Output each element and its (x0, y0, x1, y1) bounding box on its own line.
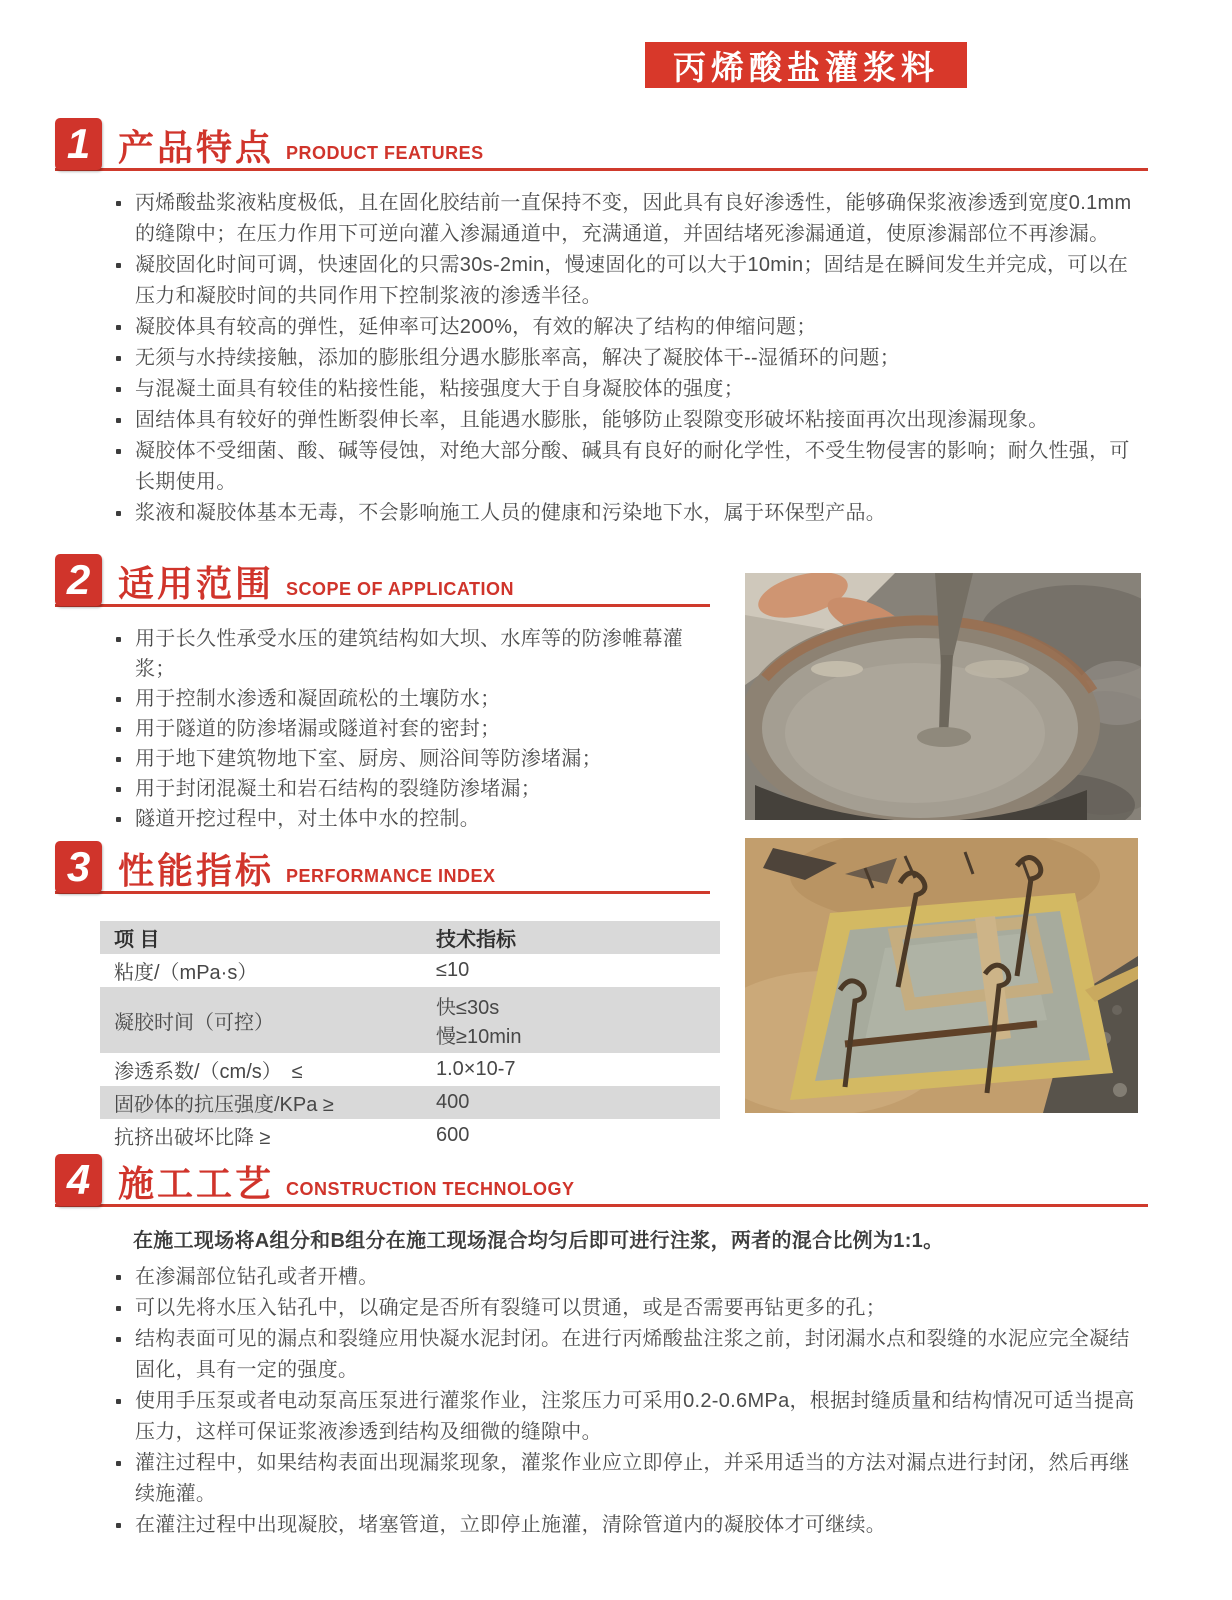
list-item: 在灌注过程中出现凝胶，堵塞管道，立即停止施灌，清除管道内的凝胶体才可继续。 (112, 1510, 1148, 1541)
table-cell-value: 1.0×10-7 (436, 1058, 516, 1080)
table-cell-item: 抗挤出破坏比降 ≥ (114, 1127, 271, 1149)
list-item: 浆液和凝胶体基本无毒，不会影响施工人员的健康和污染地下水，属于环保型产品。 (112, 498, 1148, 529)
list-item: 凝胶体具有较高的弹性，延伸率可达200%，有效的解决了结构的伸缩问题； (112, 312, 1148, 343)
section-subtitle: PRODUCT FEATURES (286, 143, 484, 163)
list-item: 凝胶体不受细菌、酸、碱等侵蚀，对绝大部分酸、碱具有良好的耐化学性，不受生物侵害的影响；耐久性强，可长期使用。 (112, 436, 1148, 498)
section-title: 施工工艺 (118, 1163, 275, 1204)
list-item: 用于地下建筑物地下室、厨房、厕浴间等防渗堵漏； (112, 744, 710, 774)
table-row (100, 954, 720, 987)
list-item: 用于隧道的防渗堵漏或隧道衬套的密封； (112, 714, 710, 744)
list-item: 用于封闭混凝土和岩石结构的裂缝防渗堵漏； (112, 774, 710, 804)
table-header-row (100, 921, 720, 954)
table-cell-value (422, 987, 720, 1053)
list-item: 灌注过程中，如果结构表面出现漏浆现象，灌浆作业应立即停止，并采用适当的方法对漏点进行封闭，然后再继续施灌。 (112, 1448, 1148, 1510)
table-cell-item: 渗透系数/（cm/s） ≤ (114, 1061, 303, 1083)
list-item: 无须与水持续接触，添加的膨胀组分遇水膨胀率高，解决了凝胶体干--湿循环的问题； (112, 343, 1148, 374)
table-cell-item: 粘度/（mPa·s） (114, 962, 258, 984)
section-title: 适用范围 (118, 563, 275, 604)
section-performance (55, 841, 710, 1152)
section-number-badge: 4 (55, 1154, 102, 1206)
section-header-scope (55, 554, 710, 607)
section-subtitle: CONSTRUCTION TECHNOLOGY (286, 1179, 575, 1199)
list-item: 在渗漏部位钻孔或者开槽。 (112, 1262, 1148, 1293)
table-cell-item: 凝胶时间（可控） (114, 1011, 274, 1034)
section-construction (55, 1154, 1148, 1541)
section-subtitle: PERFORMANCE INDEX (286, 866, 496, 886)
table-cell-value: 400 (436, 1091, 470, 1113)
list-item: 与混凝土面具有较佳的粘接性能，粘接强度大于自身凝胶体的强度； (112, 374, 1148, 405)
gel-time-fast: 快≤30s (436, 997, 500, 1019)
gel-time-slow: 慢≥10min (436, 1026, 522, 1048)
section-scope (55, 554, 710, 834)
list-item: 隧道开挖过程中，对土体中水的控制。 (112, 804, 710, 834)
section-product-features (55, 118, 1148, 529)
list-item: 凝胶固化时间可调，快速固化的只需30s-2min，慢速固化的可以大于10min；固结是在瞬间发生并完成，可以在压力和凝胶时间的共同作用下控制浆液的渗透半径。 (112, 250, 1148, 312)
mixing-ratio-intro: 在施工现场将A组分和B组分在施工现场混合均匀后即可进行注浆，两者的混合比例为1:1。 (133, 1230, 944, 1252)
formwork-grouting-photo (745, 838, 1138, 1113)
section-number-badge: 1 (55, 118, 102, 170)
section-number-badge: 3 (55, 841, 102, 893)
product-title-banner: 丙烯酸盐灌浆料 (645, 42, 967, 88)
features-list (112, 188, 1148, 529)
list-item: 用于控制水渗透和凝固疏松的土壤防水； (112, 684, 710, 714)
table-cell-value: ≤10 (436, 959, 470, 981)
table-cell-value: 600 (436, 1124, 470, 1146)
scope-list (112, 624, 710, 834)
list-item: 结构表面可见的漏点和裂缝应用快凝水泥封闭。在进行丙烯酸盐注浆之前，封闭漏水点和裂缝的水泥应完全凝结固化，具有一定的强度。 (112, 1324, 1148, 1386)
section-title: 性能指标 (118, 850, 275, 891)
section-header-performance (55, 841, 710, 894)
list-item: 使用手压泵或者电动泵高压泵进行灌浆作业，注浆压力可采用0.2-0.6MPa，根据封缝质量和结构情况可适当提高压力，这样可保证浆液渗透到结构及细微的缝隙中。 (112, 1386, 1148, 1448)
grout-mixing-photo (745, 573, 1141, 820)
table-row (100, 1119, 720, 1152)
construction-steps-list (112, 1262, 1148, 1541)
list-item: 丙烯酸盐浆液粘度极低，且在固化胶结前一直保持不变，因此具有良好渗透性，能够确保浆液渗透到宽度0.1mm的缝隙中；在压力作用下可逆向灌入渗漏通道中，充满通道，并固结堵死渗漏通道，使原渗漏部位不再渗漏。 (112, 188, 1148, 250)
section-header-features (55, 118, 1148, 171)
list-item: 固结体具有较好的弹性断裂伸长率，且能遇水膨胀，能够防止裂隙变形破坏粘接面再次出现渗漏现象。 (112, 405, 1148, 436)
section-number-badge: 2 (55, 554, 102, 606)
table-row (100, 1086, 720, 1119)
column-header-spec: 技术指标 (436, 929, 516, 951)
table-row (100, 987, 720, 1053)
column-header-item: 项 目 (114, 929, 160, 951)
section-subtitle: SCOPE OF APPLICATION (286, 579, 515, 599)
table-cell-item: 固砂体的抗压强度/KPa ≥ (114, 1094, 334, 1116)
table-row (100, 1053, 720, 1086)
section-header-construction (55, 1154, 1148, 1207)
section-title: 产品特点 (118, 127, 275, 168)
list-item: 可以先将水压入钻孔中，以确定是否所有裂缝可以贯通，或是否需要再钻更多的孔； (112, 1293, 1148, 1324)
list-item: 用于长久性承受水压的建筑结构如大坝、水库等的防渗帷幕灌浆； (112, 624, 710, 684)
performance-table (100, 921, 720, 1152)
